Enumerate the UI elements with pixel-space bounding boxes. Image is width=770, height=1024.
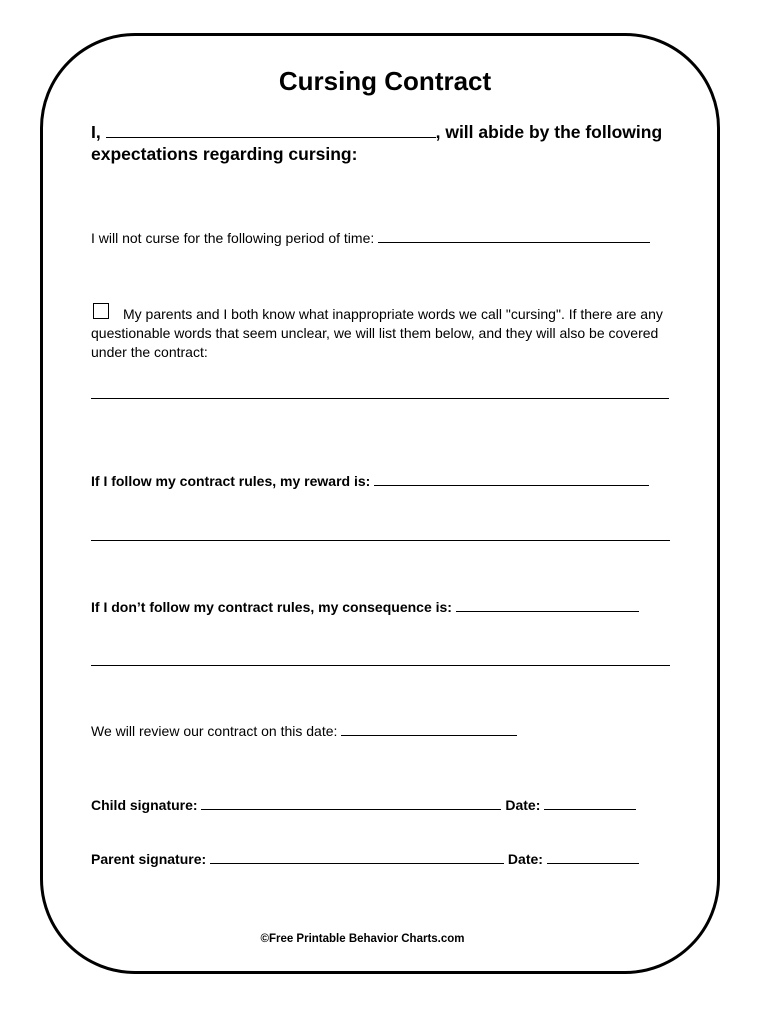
period-blank[interactable]	[378, 229, 650, 243]
page-title: Cursing Contract	[278, 66, 492, 96]
reward-line	[91, 471, 649, 491]
reward-blank-line[interactable]	[91, 540, 670, 541]
consequence-blank-line[interactable]	[91, 665, 670, 666]
intro-line	[91, 122, 662, 142]
child-signature-blank[interactable]	[201, 796, 501, 810]
consequence-blank[interactable]	[456, 598, 639, 612]
intro-line-2: expectations regarding cursing:	[91, 144, 358, 164]
parent-date-label: Date:	[507, 851, 543, 867]
child-signature-line	[91, 795, 636, 815]
review-line	[91, 721, 517, 741]
words-blank-line[interactable]	[91, 398, 669, 399]
period-line	[91, 228, 650, 248]
words-paragraph: My parents and I both know what inappropriate words we call "cursing". If there are any questionable words that seem unclear, we will list them below, and they will also be covered under the contract:	[91, 306, 663, 360]
reward-label: If I follow my contract rules, my reward is:	[91, 473, 371, 489]
consequence-label: If I don’t follow my contract rules, my consequence is:	[91, 599, 452, 615]
parent-signature-label: Parent signature:	[91, 851, 207, 867]
rounded-page-border	[40, 33, 720, 974]
review-label: We will review our contract on this date:	[91, 723, 338, 739]
child-date-blank[interactable]	[544, 796, 636, 810]
child-signature-label: Child signature:	[91, 797, 198, 813]
intro-suffix: , will abide by the following	[435, 122, 663, 142]
parent-date-blank[interactable]	[547, 850, 639, 864]
intro-prefix: I,	[91, 122, 101, 142]
period-label: I will not curse for the following period of time:	[91, 230, 375, 246]
child-date-label: Date:	[505, 797, 541, 813]
parent-signature-blank[interactable]	[210, 850, 504, 864]
footer-credit: ©Free Printable Behavior Charts.com	[260, 933, 465, 945]
review-date-blank[interactable]	[341, 722, 517, 736]
parent-signature-line	[91, 849, 639, 869]
name-blank[interactable]	[106, 124, 436, 138]
reward-blank[interactable]	[374, 472, 649, 486]
consequence-line	[91, 597, 639, 617]
